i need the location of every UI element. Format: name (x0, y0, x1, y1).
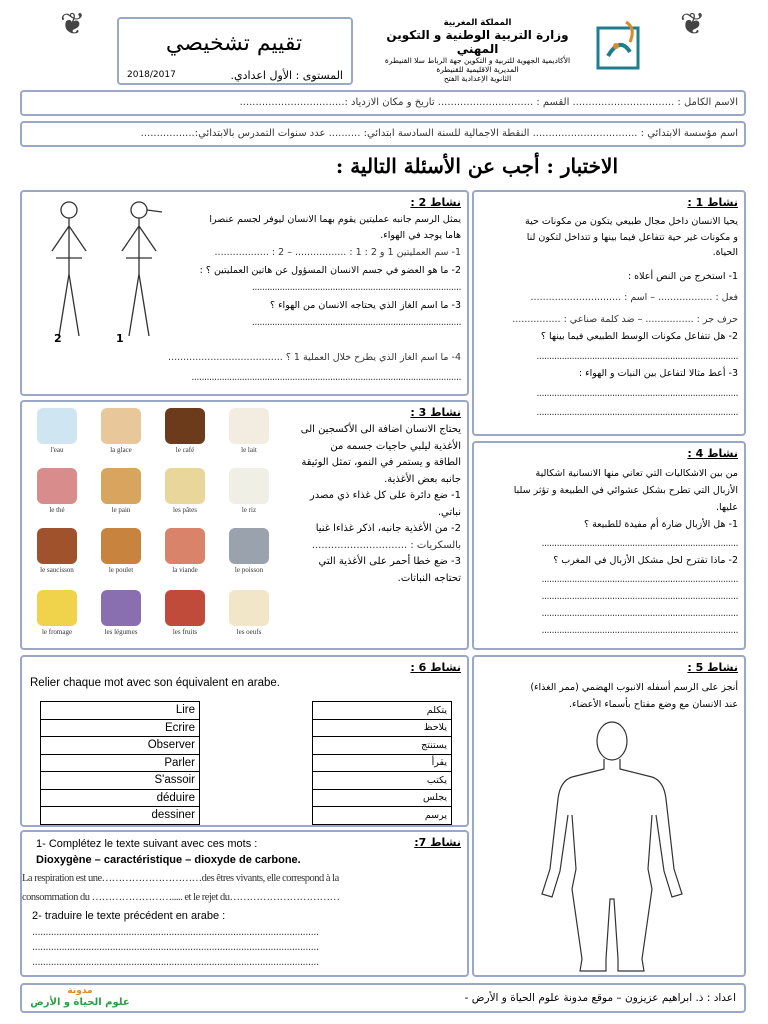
blog-logo (30, 986, 130, 1012)
food-item (92, 528, 150, 574)
activity-3-line: الأغذية ليلبي حاجيات جسمه من (330, 440, 461, 452)
activity-6-title: نشاط 6 : (410, 661, 461, 674)
activity-1-line: الحياة. (712, 247, 738, 258)
main-title: الاختبار : أجب عن الأسئلة التالية : (335, 154, 618, 178)
activity-5-title: نشاط 5 : (687, 661, 738, 674)
kingdom: المملكة المغربية (443, 18, 512, 28)
activity-1-answer[interactable]: حرف جر : ................ – ضد كلمة صناعي : ................ (512, 313, 738, 325)
food-label: le poulet (108, 566, 134, 574)
activity-7-answer-line[interactable]: ........................................................................................................... (32, 957, 319, 968)
activity-1-answer[interactable]: ................................................................................ (536, 387, 738, 399)
food-label: le pain (111, 506, 131, 514)
ornament-left-icon: ❦ (60, 7, 86, 42)
arabic-word[interactable]: يجلس (313, 789, 452, 807)
food-image (37, 468, 77, 504)
food-label: le thé (49, 506, 65, 514)
activity-3-content (289, 422, 461, 587)
food-label: le poisson (234, 566, 264, 574)
student-info-text-2[interactable]: اسم مؤسسة الابتدائي : ................................. النقطة الاجمالية للسنة السادسة ابتدائي: .......... عدد سنوات التمدرس بالابتدائي:................. (140, 128, 738, 139)
activity-2-title: نشاط 2 : (410, 196, 461, 209)
activity-3-question: 2- من الأغذية جانبه، اذكر غذاءا غنيا (315, 523, 461, 534)
food-label: les oeufs (236, 628, 262, 636)
author-credit: اعداد : ذ. ابراهيم عزيزون – موقع مدونة علوم الحياة و الأرض - (464, 992, 736, 1004)
food-item (220, 468, 278, 514)
activity-5-content (476, 679, 738, 713)
ornament-right-icon: ❦ (680, 7, 706, 42)
food-image (229, 528, 269, 564)
level: المستوى : الأول اعدادي. (230, 69, 343, 82)
food-item (28, 590, 86, 636)
arabic-word[interactable]: يتكلم (313, 702, 452, 720)
activity-1-line: يحيا الانسان داخل مجال طبيعي يتكون من مكونات حية (524, 216, 738, 227)
arabic-words-table (312, 701, 452, 825)
food-image (165, 590, 205, 626)
activity-7-answer-line[interactable]: ........................................................................................................... (32, 942, 319, 953)
student-info-row-1 (20, 90, 746, 116)
french-word[interactable]: déduire (41, 789, 200, 807)
food-item (220, 590, 278, 636)
food-image (101, 468, 141, 504)
food-image (37, 528, 77, 564)
activity-3-line: جانبه بعض الأغذية. (384, 473, 461, 485)
food-item (28, 408, 86, 454)
figure-label-2: 2 (54, 332, 62, 345)
activity-4-line: من بين الاشكاليات التي تعاني منها الانسانية اشكالية (535, 468, 738, 479)
academy: الأكاديمية الجهوية للتربية و التكوين جهة الرباط سلا القنيطرة (384, 56, 571, 65)
food-label: les légumes (104, 628, 138, 636)
food-image (229, 468, 269, 504)
food-label: le café (175, 446, 195, 454)
activity-7-text-2[interactable]: consommation du ……………………..... et le rejet du…………………………… (22, 892, 340, 903)
blog-logo-bottom: علوم الحياة و الأرض (30, 997, 130, 1008)
activity-4-box (472, 441, 746, 650)
activity-1-answer[interactable]: ................................................................................ (536, 350, 738, 362)
activity-2-question: 2- ما هو العضو في جسم الانسان المسؤول عن هاتين العمليتين ؟ : (199, 264, 461, 276)
french-word[interactable]: Observer (41, 737, 200, 755)
activity-5-line: أنجز على الرسم أسفله الانبوب الهضمي (ممر الغذاء) (530, 682, 738, 693)
activity-2-answer[interactable]: ................................................................................... (251, 317, 461, 328)
food-label: la glace (110, 446, 132, 454)
header-institution (365, 18, 590, 83)
activity-3-question: نباتي. (437, 506, 461, 518)
food-image (229, 590, 269, 626)
activity-7-question-2: 2- traduire le texte précédent en arabe : (32, 910, 226, 922)
activity-7-words: Dioxygène – caractéristique – dioxyde de carbone. (36, 854, 301, 866)
activity-3-line: الطاقة و يستمر في النمو، تمثل الوثيقة (301, 457, 461, 468)
activity-2-answer[interactable]: ................................................................................... (251, 282, 461, 293)
activity-4-line: عليها. (716, 502, 738, 513)
french-word[interactable]: Lire (41, 702, 200, 720)
activity-2-question[interactable]: 4- ما اسم الغاز الذي يطرح خلال العملية 1 ؟ ...................................... (168, 352, 461, 363)
school-year: 2018/2017 (127, 70, 176, 80)
arabic-word[interactable]: يكتب (313, 772, 452, 790)
food-item (156, 468, 214, 514)
human-body-outline[interactable] (522, 719, 702, 975)
food-label: les pâtes (173, 506, 197, 514)
food-image (37, 408, 77, 444)
food-image (165, 468, 205, 504)
food-label: les fruits (172, 628, 198, 636)
activity-3-question: 3- ضع خطا أحمر على الأغذية التي (318, 556, 461, 567)
food-image (101, 408, 141, 444)
activity-3-answer[interactable]: بالسكريات : .............................. (311, 539, 461, 551)
food-label: le lait (241, 446, 257, 454)
activity-5-line: عند الانسان مع وضع مفتاح بأسماء الأعضاء. (568, 699, 738, 710)
food-item (220, 408, 278, 454)
arabic-word[interactable]: يلاحظ (313, 719, 452, 737)
student-info-row-2 (20, 121, 746, 147)
activity-1-content (476, 214, 738, 421)
figure-label-1: 1 (116, 332, 124, 345)
activity-3-question: تحتاجه النباتات. (397, 572, 461, 584)
activity-4-answer[interactable]: .............................................................................. (541, 591, 738, 602)
activity-1-title: نشاط 1 : (687, 196, 738, 209)
food-label: la viande (172, 566, 198, 574)
food-item (220, 528, 278, 574)
activity-6-box (20, 655, 469, 827)
activity-7-title: نشاط 7: (414, 836, 461, 849)
activity-7-question-1: 1- Complétez le texte suivant avec ces mots : (36, 838, 258, 850)
directorate: المديرية الاقليمية للقنيطرة (436, 65, 519, 74)
french-word[interactable]: dessiner (41, 807, 200, 825)
activity-2-answer[interactable]: 1- سم العمليتين 1 و 2 : 1 : ................. – 2 : .................. (214, 247, 461, 258)
activity-1-box (472, 190, 746, 436)
student-info-text-1[interactable]: الاسم الكامل : ................................ القسم : .............................. تاريخ و مكان الازدياد :................................. (239, 97, 738, 108)
activity-2-content-wide (29, 350, 461, 385)
food-item (156, 528, 214, 574)
activity-3-title: نشاط 3 : (410, 406, 461, 419)
activity-1-question: 3- أعط مثالا لتفاعل بين النبات و الهواء : (578, 368, 738, 379)
activity-1-answer[interactable]: ................................................................................ (536, 407, 738, 418)
activity-1-question: 1- استخرج من النص أعلاه : (627, 270, 738, 282)
food-label: l'eau (50, 446, 64, 454)
activity-2-answer[interactable]: ........................................................................................................... (191, 371, 461, 383)
food-item (156, 590, 214, 636)
blog-logo-top: مدونة (67, 986, 93, 996)
activity-2-question: 3- ما اسم الغاز الذي يحتاجه الانسان من الهواء ؟ (270, 299, 461, 311)
exam-title: تقييم تشخيصي (165, 31, 303, 56)
food-image (37, 590, 77, 626)
activity-3-question: 1- ضع دائرة على كل غذاء ذي مصدر (309, 490, 461, 501)
ministry-logo (596, 18, 644, 70)
food-label: le fromage (41, 628, 73, 636)
food-item (92, 590, 150, 636)
activity-2-line: هاما يوجد في الهواء. (380, 229, 461, 241)
food-image (101, 590, 141, 626)
activity-5-box (472, 655, 746, 977)
french-words-table (40, 701, 200, 825)
activity-4-title: نشاط 4 : (687, 447, 738, 460)
arabic-word[interactable]: يرسم (313, 807, 452, 825)
food-item (156, 408, 214, 454)
activity-4-answer[interactable]: .............................................................................. (541, 538, 738, 549)
activity-7-text-1[interactable]: La respiration est une…………………………des êtres vivants, elle correspond à la (22, 873, 339, 884)
activity-4-answer[interactable]: .............................................................................. (541, 608, 738, 619)
food-label: le saucisson (40, 566, 74, 574)
arabic-word[interactable]: يقرأ (313, 754, 452, 772)
arabic-word[interactable]: يستنتج (313, 737, 452, 755)
activity-1-answer[interactable]: فعل : .................. – اسم : .............................. (530, 292, 738, 303)
breathing-figures-image (34, 196, 174, 346)
french-word[interactable]: Parler (41, 754, 200, 772)
activity-1-line: و مكونات غير حية تتفاعل فيما بينها و تتداخل لتكون لنا (526, 231, 738, 243)
french-word[interactable]: Ecrire (41, 719, 200, 737)
food-item (28, 468, 86, 514)
footer-box (20, 983, 746, 1013)
food-label: le riz (241, 506, 257, 514)
activity-7-box (20, 830, 469, 977)
activity-4-answer[interactable]: .............................................................................. (541, 625, 738, 636)
activity-4-content (476, 465, 738, 639)
food-image (229, 408, 269, 444)
food-image (101, 528, 141, 564)
activity-4-question: 1- هل الأزبال ضارة أم مفيدة للطبيعة ؟ (584, 519, 738, 530)
food-item (92, 408, 150, 454)
activity-2-line: يمثل الرسم جانبه عمليتين يقوم بهما الانسان ليوفر لجسم عنصرا (209, 214, 461, 225)
activity-7-answer-line[interactable]: ........................................................................................................... (32, 927, 319, 938)
activity-6-instruction: Relier chaque mot avec son équivalent en arabe. (30, 677, 280, 689)
food-item (92, 468, 150, 514)
activity-3-line: يحتاج الانسان اضافة الى الأكسجين الى (300, 424, 461, 435)
activity-2-content (171, 212, 461, 331)
activity-3-box (20, 400, 469, 650)
food-item (28, 528, 86, 574)
food-grid (28, 408, 288, 648)
activity-2-box (20, 190, 469, 396)
activity-4-line: الأزبال التي تطرح بشكل عشوائي في الطبيعة و تؤثر سلبا (513, 485, 738, 496)
food-image (165, 408, 205, 444)
ministry: وزارة التربية الوطنية و التكوين المهني (386, 28, 569, 56)
food-image (165, 528, 205, 564)
french-word[interactable]: S'assoir (41, 772, 200, 790)
activity-1-question: 2- هل تتفاعل مكونات الوسط الطبيعي فيما بينها ؟ (540, 331, 738, 342)
activity-4-question: 2- ماذا تقترح لحل مشكل الأزبال في المغرب ؟ (553, 555, 738, 566)
exam-title-box (117, 17, 353, 85)
activity-4-answer[interactable]: .............................................................................. (541, 574, 738, 585)
school: الثانوية الإعدادية الفتح (443, 74, 512, 83)
